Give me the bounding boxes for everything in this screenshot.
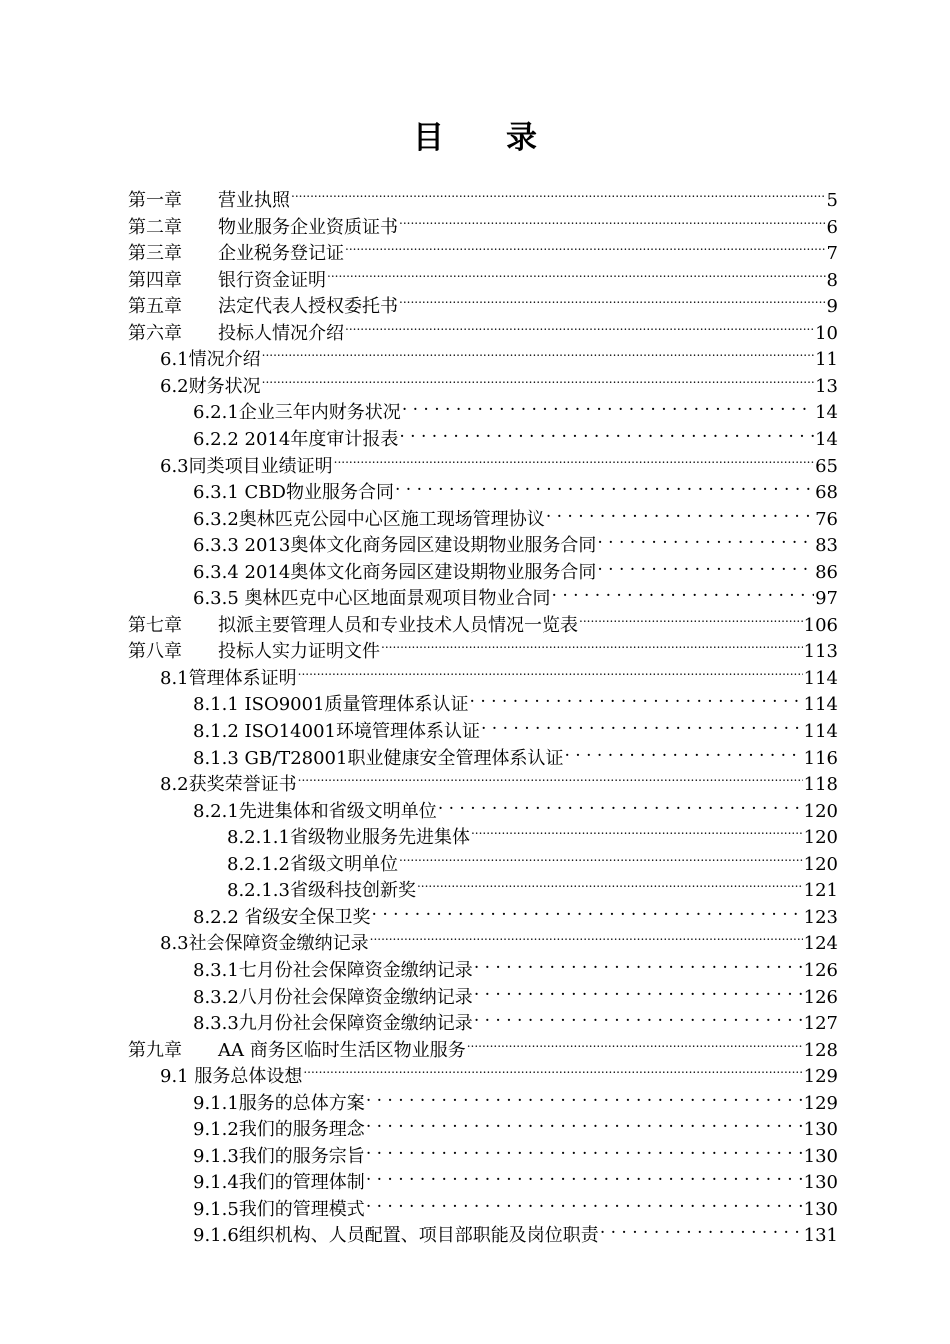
toc-entry-text: 6.2财务状况 xyxy=(160,375,261,397)
title-char-right: 录 xyxy=(506,120,537,156)
toc-entry-text: 8.1.1 ISO9001质量管理体系认证 xyxy=(193,694,469,716)
toc-entry[interactable] xyxy=(193,1003,838,1035)
toc-page-number: 65 xyxy=(815,455,838,477)
toc-entry-text: 投标人实力证明文件 xyxy=(218,641,380,663)
toc-entry-text: 8.2.1.1省级物业服务先进集体 xyxy=(227,827,470,849)
toc-entry[interactable] xyxy=(128,605,838,636)
toc-page-number: 76 xyxy=(815,508,838,530)
toc-dot-leader xyxy=(372,897,803,923)
toc-entry[interactable] xyxy=(193,419,838,450)
title-char-left: 目 xyxy=(413,120,444,156)
toc-entry[interactable] xyxy=(128,286,838,318)
toc-page-number: 130 xyxy=(803,1145,838,1167)
toc-dot-leader xyxy=(303,1056,802,1082)
toc-dot-leader xyxy=(370,923,803,949)
toc-entry-text: 8.2.1先进集体和省级文明单位 xyxy=(193,800,437,822)
toc-page-number: 118 xyxy=(803,774,838,796)
toc-page-number: 7 xyxy=(826,243,838,265)
toc-entry-text: 8.2.2 省级安全保卫奖 xyxy=(193,906,371,928)
toc-entry[interactable] xyxy=(193,711,838,742)
toc-page-number: 130 xyxy=(803,1198,838,1220)
toc-page-number: 120 xyxy=(803,827,838,849)
toc-entry[interactable] xyxy=(160,764,838,796)
toc-page-number: 124 xyxy=(803,933,838,955)
toc-entry-text: 9.1.3我们的服务宗旨 xyxy=(193,1145,365,1167)
toc-dot-leader xyxy=(381,631,803,657)
toc-entry-text: 8.1管理体系证明 xyxy=(160,667,297,689)
toc-entry-text: 6.3同类项目业绩证明 xyxy=(160,455,333,477)
toc-entry[interactable] xyxy=(193,684,838,716)
toc-dot-leader xyxy=(399,419,814,445)
toc-entry[interactable] xyxy=(193,578,838,610)
toc-entry[interactable] xyxy=(193,950,838,981)
toc-page-number: 9 xyxy=(826,296,838,318)
page-title xyxy=(0,112,950,157)
toc-dot-leader xyxy=(552,578,815,604)
toc-dot-leader xyxy=(345,313,814,339)
toc-dot-leader xyxy=(366,1083,803,1109)
toc-dot-leader xyxy=(291,180,826,206)
toc-entry-text: 6.3.5 奥林匹克中心区地面景观项目物业合同 xyxy=(193,588,551,610)
toc-page-number: 129 xyxy=(803,1092,838,1114)
toc-entry-text: 法定代表人授权委托书 xyxy=(218,296,398,318)
toc-entry[interactable] xyxy=(128,180,838,211)
toc-page-number: 10 xyxy=(815,322,838,344)
toc-entry-text: 8.1.2 ISO14001环境管理体系认证 xyxy=(193,721,480,742)
toc-page-number: 8 xyxy=(826,269,838,291)
toc-entry-text: 6.3.4 2014奥体文化商务园区建设期物业服务合同 xyxy=(193,561,597,583)
toc-entry[interactable] xyxy=(193,499,838,530)
toc-dot-leader xyxy=(597,552,814,578)
toc-entry[interactable] xyxy=(193,897,838,928)
toc-entry[interactable] xyxy=(193,1083,838,1114)
toc-chapter-number: 第八章 xyxy=(128,641,182,663)
toc-dot-leader xyxy=(417,870,803,896)
toc-dot-leader xyxy=(298,658,803,684)
toc-page-number: 83 xyxy=(815,535,838,557)
toc-entry-text: 6.3.2奥林匹克公园中心区施工现场管理协议 xyxy=(193,508,545,530)
toc-entry[interactable] xyxy=(128,631,838,663)
toc-chapter-number: 第四章 xyxy=(128,269,182,291)
toc-entry[interactable] xyxy=(227,844,838,875)
toc-dot-leader xyxy=(564,738,802,764)
toc-entry-text: 8.3.1七月份社会保障资金缴纳记录 xyxy=(193,959,473,981)
toc-dot-leader xyxy=(334,446,814,472)
toc-page-number: 128 xyxy=(803,1039,838,1061)
toc-entry-text: 6.3.3 2013奥体文化商务园区建设期物业服务合同 xyxy=(193,535,597,557)
toc-entry-text: 9.1.4我们的管理体制 xyxy=(193,1172,365,1194)
toc-page-number: 131 xyxy=(803,1225,838,1247)
toc-chapter-number: 第三章 xyxy=(128,243,182,265)
toc-page-number: 116 xyxy=(803,747,838,769)
toc-entry[interactable] xyxy=(193,1109,838,1141)
toc-page-number: 14 xyxy=(815,428,838,450)
toc-page-number: 68 xyxy=(815,482,838,504)
toc-entry[interactable] xyxy=(160,923,838,955)
toc-entry[interactable] xyxy=(128,260,838,291)
toc-page-number: 114 xyxy=(803,721,838,742)
toc-entry-text: 9.1.1服务的总体方案 xyxy=(193,1092,365,1114)
toc-dot-leader xyxy=(366,1189,803,1215)
toc-dot-leader xyxy=(262,339,814,365)
toc-dot-leader xyxy=(600,1215,803,1241)
toc-entry[interactable] xyxy=(128,233,838,265)
toc-entry-text: 8.3.3九月份社会保障资金缴纳记录 xyxy=(193,1013,473,1035)
toc-chapter-number: 第二章 xyxy=(128,216,182,238)
toc-entry-text: 8.3社会保障资金缴纳记录 xyxy=(160,933,369,955)
toc-page-number: 86 xyxy=(815,561,838,583)
toc-entry[interactable] xyxy=(193,791,838,822)
toc-entry-text: 9.1.2我们的服务理念 xyxy=(193,1119,365,1141)
toc-dot-leader xyxy=(481,711,803,737)
toc-page-number: 97 xyxy=(815,588,838,610)
toc-chapter-number: 第九章 xyxy=(128,1039,182,1061)
toc-entry[interactable] xyxy=(193,1215,838,1247)
toc-dot-leader xyxy=(399,286,826,312)
toc-dot-leader xyxy=(345,233,826,259)
toc-page-number: 11 xyxy=(815,349,838,371)
toc-entry[interactable] xyxy=(193,392,838,424)
toc-dot-leader xyxy=(474,1003,803,1029)
toc-page-number: 113 xyxy=(803,641,838,663)
toc-page-number: 120 xyxy=(803,853,838,875)
toc-entry-text: 企业税务登记证 xyxy=(218,243,344,265)
toc-entry-text: 投标人情况介绍 xyxy=(218,322,344,344)
toc-entry-text: 6.3.1 CBD物业服务合同 xyxy=(193,482,394,504)
toc-entry[interactable] xyxy=(193,738,838,769)
toc-dot-leader xyxy=(402,392,814,418)
toc-entry[interactable] xyxy=(160,366,838,397)
toc-page-number: 130 xyxy=(803,1119,838,1141)
toc-entry[interactable] xyxy=(160,658,838,689)
toc-entry[interactable] xyxy=(227,817,838,849)
toc-entry-text: 物业服务企业资质证书 xyxy=(218,216,398,238)
toc-chapter-number: 第七章 xyxy=(128,614,182,636)
toc-entry-text: 银行资金证明 xyxy=(218,269,326,291)
toc-dot-leader xyxy=(366,1109,803,1135)
toc-page-number: 5 xyxy=(826,190,838,211)
toc-entry[interactable] xyxy=(160,339,838,371)
toc-dot-leader xyxy=(546,499,814,525)
toc-page-number: 129 xyxy=(803,1066,838,1088)
toc-entry[interactable] xyxy=(193,525,838,557)
toc-entry-text: 9.1.5我们的管理模式 xyxy=(193,1198,365,1220)
toc-entry[interactable] xyxy=(128,1030,838,1061)
toc-chapter-number: 第六章 xyxy=(128,322,182,344)
toc-dot-leader xyxy=(474,977,803,1003)
toc-entry-text: 营业执照 xyxy=(218,190,290,211)
toc-dot-leader xyxy=(298,764,803,790)
toc-dot-leader xyxy=(597,525,814,551)
toc-entry-text: 9.1 服务总体设想 xyxy=(160,1066,303,1088)
toc-dot-leader xyxy=(327,260,826,286)
toc-dot-leader xyxy=(474,950,803,976)
toc-entry-text: 8.1.3 GB/T28001职业健康安全管理体系认证 xyxy=(193,747,564,769)
toc-entry-label xyxy=(193,1223,599,1249)
toc-dot-leader xyxy=(366,1136,803,1162)
toc-entry-text: 8.2.1.2省级文明单位 xyxy=(227,853,398,875)
toc-dot-leader xyxy=(399,844,803,870)
toc-page-number: 114 xyxy=(803,694,838,716)
toc-entry[interactable] xyxy=(193,1136,838,1167)
toc-page-number: 123 xyxy=(803,906,838,928)
toc-dot-leader xyxy=(470,684,803,710)
toc-chapter-number: 第一章 xyxy=(128,190,182,211)
toc-dot-leader xyxy=(438,791,803,817)
toc-entry[interactable] xyxy=(193,1189,838,1220)
toc-entry[interactable] xyxy=(193,977,838,1008)
toc-entry-text: AA 商务区临时生活区物业服务 xyxy=(218,1039,466,1061)
toc-entry-text: 8.2获奖荣誉证书 xyxy=(160,774,297,796)
toc-entry[interactable] xyxy=(193,552,838,583)
toc-entry-text: 9.1.6组织机构、人员配置、项目部职能及岗位职责 xyxy=(193,1225,599,1247)
toc-page-number: 6 xyxy=(826,216,838,238)
toc-entry[interactable] xyxy=(193,472,838,504)
toc-entry-text: 8.2.1.3省级科技创新奖 xyxy=(227,880,416,902)
toc-entry[interactable] xyxy=(160,1056,838,1088)
toc-chapter-number: 第五章 xyxy=(128,296,182,318)
toc-dot-leader xyxy=(366,1162,803,1188)
toc-page-number: 14 xyxy=(815,402,838,424)
toc-dot-leader xyxy=(471,817,803,843)
toc-dot-leader xyxy=(262,366,814,392)
toc-entry-text: 6.2.2 2014年度审计报表 xyxy=(193,428,399,450)
toc-dot-leader xyxy=(395,472,814,498)
toc-page-number: 120 xyxy=(803,800,838,822)
toc-entry[interactable] xyxy=(128,313,838,344)
toc-page-number: 130 xyxy=(803,1172,838,1194)
toc-entry[interactable] xyxy=(193,1162,838,1194)
toc-dot-leader xyxy=(467,1030,803,1056)
toc-entry-text: 6.1情况介绍 xyxy=(160,349,261,371)
toc-page-number: 127 xyxy=(803,1013,838,1035)
toc-page-number: 114 xyxy=(803,667,838,689)
toc-entry[interactable] xyxy=(227,870,838,902)
toc-page-number: 13 xyxy=(815,375,838,397)
toc-entry-text: 8.3.2八月份社会保障资金缴纳记录 xyxy=(193,986,473,1008)
toc-page-number: 106 xyxy=(803,614,838,636)
toc-dot-leader xyxy=(579,605,803,631)
toc-entry-text: 6.2.1企业三年内财务状况 xyxy=(193,402,401,424)
toc-page-number: 126 xyxy=(803,986,838,1008)
toc-entry-text: 拟派主要管理人员和专业技术人员情况一览表 xyxy=(218,614,578,636)
toc-entry[interactable] xyxy=(160,446,838,477)
toc-entry[interactable] xyxy=(128,207,838,238)
toc-page-number: 126 xyxy=(803,959,838,981)
toc-dot-leader xyxy=(399,207,826,233)
toc-page-number: 121 xyxy=(803,880,838,902)
